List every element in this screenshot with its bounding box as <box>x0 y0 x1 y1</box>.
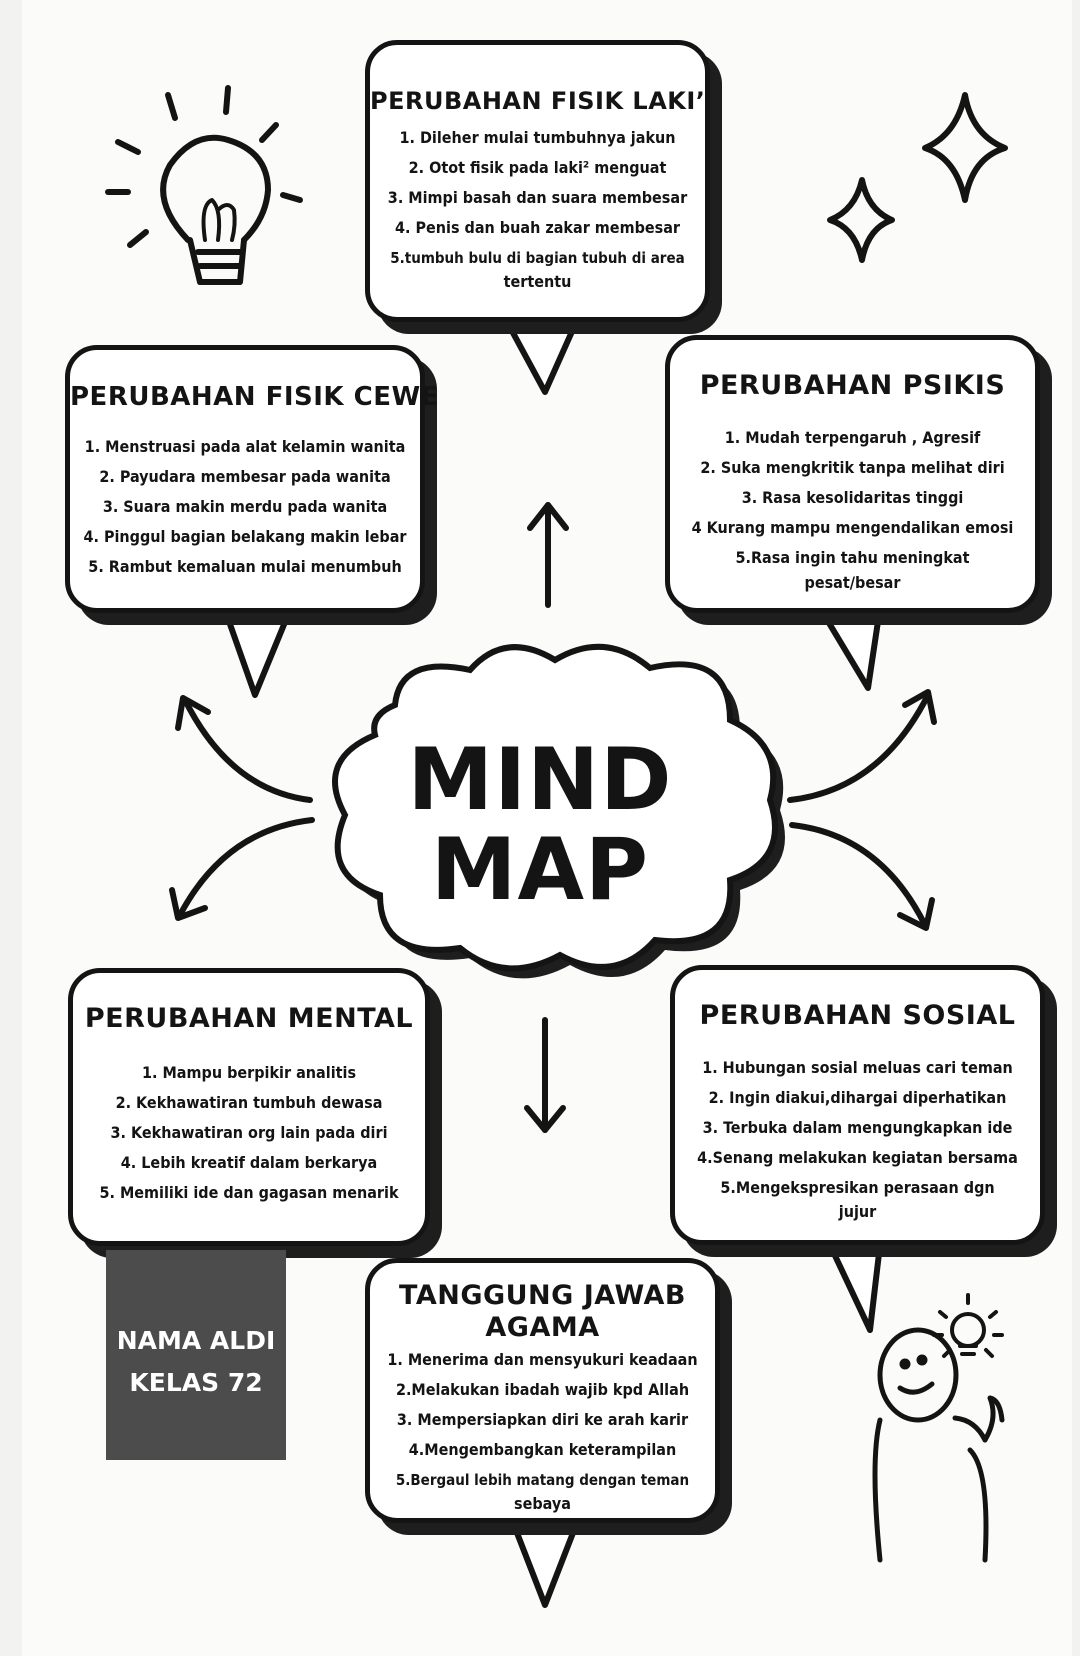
mind-map-title <box>395 730 685 920</box>
list-item: 4. Penis dan buah zakar membesar <box>394 218 681 237</box>
student-name-box <box>106 1250 286 1460</box>
list-item: 3. Terbuka dalam mengungkapkan ide <box>702 1118 1013 1137</box>
list-item: 5.tumbuh bulu di bagian tubuh di area <box>390 249 685 267</box>
list-item: 5. Memiliki ide dan gagasan menarik <box>99 1183 399 1202</box>
list-item: sebaya <box>514 1494 571 1513</box>
list-item: jujur <box>838 1202 877 1221</box>
list-item: 4 Kurang mampu mengendalikan emosi <box>691 518 1014 537</box>
list-item: 5.Mengekspresikan perasaan dgn <box>720 1178 995 1197</box>
arrow-top-left <box>178 698 310 800</box>
list-item: 1. Hubungan sosial meluas cari teman <box>702 1058 1013 1077</box>
bubble-list <box>73 1058 425 1208</box>
list-item: 5. Rambut kemaluan mulai menumbuh <box>88 557 402 576</box>
student-name: NAMA ALDI <box>116 1326 276 1355</box>
sparkle-icon <box>925 95 1005 200</box>
list-item: 2. Ingin diakui,dihargai diperhatikan <box>708 1088 1007 1107</box>
list-item: 2. Kekhawatiran tumbuh dewasa <box>115 1093 383 1112</box>
list-item: tertentu <box>503 272 572 291</box>
list-item: 3. Rasa kesolidaritas tinggi <box>741 488 964 507</box>
lightbulb-icon <box>108 88 300 282</box>
list-item: 3. Kekhawatiran org lain pada diri <box>110 1123 388 1142</box>
arrow-bottom-right <box>792 825 932 928</box>
bubble-agama <box>365 1258 720 1523</box>
tail-sosial <box>830 1245 880 1330</box>
list-item: 3. Mimpi basah dan suara membesar <box>387 188 688 207</box>
bubble-title: PERUBAHAN SOSIAL <box>699 1000 1016 1031</box>
arrow-down <box>527 1020 563 1130</box>
arrow-bottom-left <box>172 820 312 918</box>
list-item: 4. Pinggul bagian belakang makin lebar <box>83 527 407 546</box>
list-item: 1. Mampu berpikir analitis <box>141 1063 357 1082</box>
bubble-list <box>70 432 420 582</box>
arrow-top-right <box>790 692 934 800</box>
bubble-title: TANGGUNG JAWAB <box>399 1280 686 1311</box>
bubble-list <box>670 423 1035 593</box>
tail-agama <box>512 1520 578 1605</box>
bubble-sosial <box>670 965 1045 1245</box>
list-item: 1. Dileher mulai tumbuhnya jakun <box>399 128 676 147</box>
list-item: 2. Otot fisik pada laki² menguat <box>408 158 667 177</box>
list-item: 2. Payudara membesar pada wanita <box>99 467 391 486</box>
bubble-fisik-cewe <box>65 345 439 613</box>
bubble-title: PERUBAHAN MENTAL <box>84 1003 414 1034</box>
list-item: 1. Mudah terpengaruh , Agresif <box>724 428 981 447</box>
bubble-psikis <box>665 335 1040 613</box>
tail-psikis <box>820 608 880 688</box>
arrow-up <box>530 505 566 605</box>
list-item: 3. Suara makin merdu pada wanita <box>102 497 388 516</box>
list-item: pesat/besar <box>804 573 901 592</box>
list-item: 2.Melakukan ibadah wajib kpd Allah <box>395 1380 690 1399</box>
list-item: 4.Mengembangkan keterampilan <box>408 1440 677 1459</box>
list-item: 1. Menerima dan mensyukuri keadaan <box>387 1350 698 1369</box>
list-item: 3. Mempersiapkan diri ke arah karir <box>396 1410 689 1429</box>
bubble-title: PERUBAHAN FISIK CEWE <box>70 382 439 412</box>
bubble-list <box>370 123 705 291</box>
list-item: 2. Suka mengkritik tanpa melihat diri <box>700 458 1005 477</box>
mind-map-title-line1: MIND <box>407 730 673 830</box>
bubble-mental <box>68 968 430 1246</box>
list-item: 5.Rasa ingin tahu meningkat <box>735 548 970 567</box>
list-item: 5.Bergaul lebih matang dengan teman <box>395 1471 690 1489</box>
bubble-title: PERUBAHAN FISIK LAKI’ <box>370 87 706 115</box>
list-item: 4.Senang melakukan kegiatan bersama <box>697 1148 1018 1167</box>
person-thumbs-up-icon <box>875 1330 1002 1560</box>
bubble-list <box>675 1053 1040 1221</box>
bubble-fisik-laki <box>365 40 710 322</box>
tail-fisik-laki <box>505 318 578 392</box>
bubble-title: PERUBAHAN PSIKIS <box>699 370 1006 401</box>
list-item: 4. Lebih kreatif dalam berkarya <box>120 1153 378 1172</box>
bubble-list <box>370 1345 715 1513</box>
bubble-title-line2: AGAMA <box>485 1312 600 1343</box>
mind-map-title-line2: MAP <box>430 820 650 920</box>
student-class: KELAS 72 <box>129 1368 263 1397</box>
tail-fisik-cewe <box>225 610 290 695</box>
small-sparkle-icon <box>830 180 892 260</box>
small-lightbulb-icon <box>934 1295 1002 1356</box>
list-item: 1. Menstruasi pada alat kelamin wanita <box>84 437 406 456</box>
